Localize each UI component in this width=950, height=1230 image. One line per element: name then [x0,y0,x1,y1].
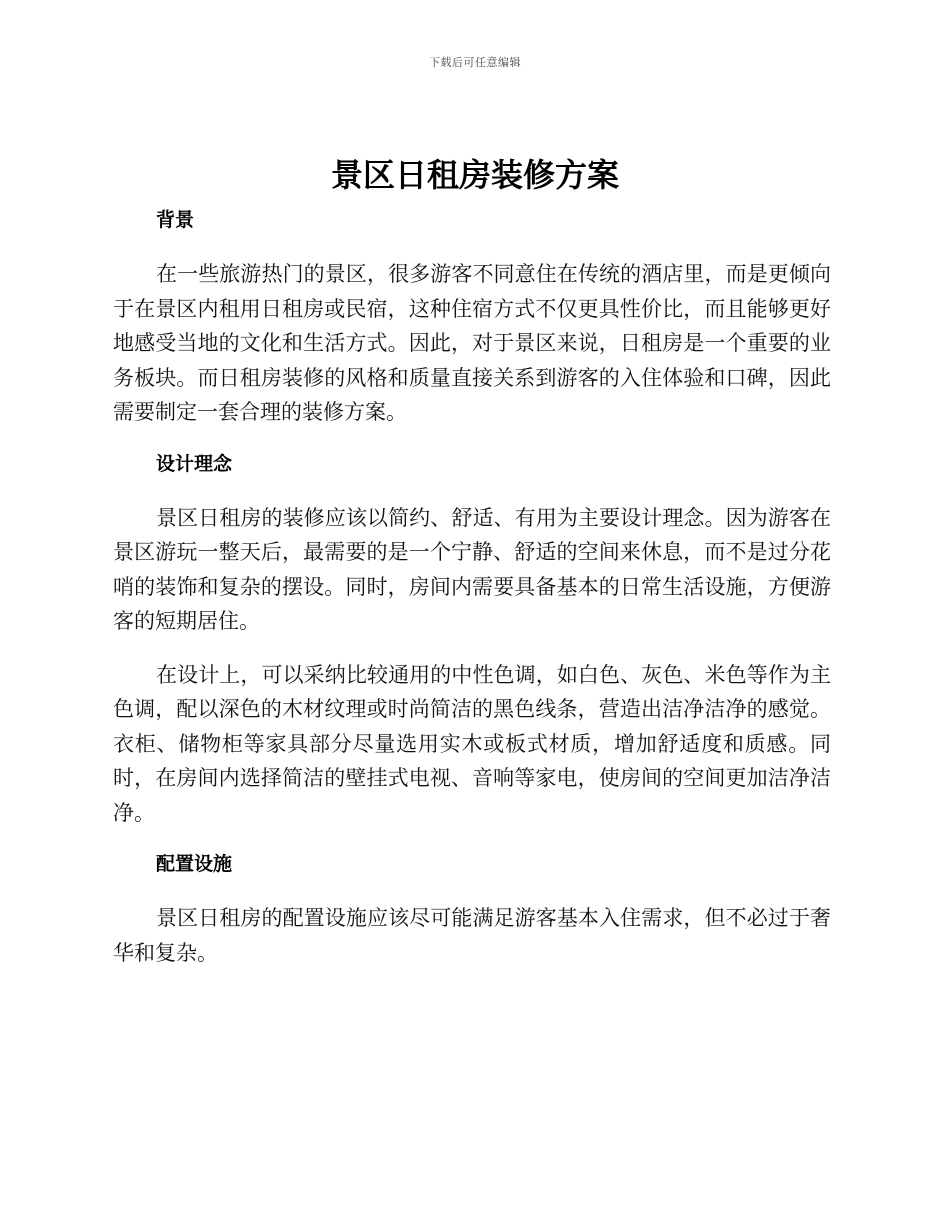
section-heading-facilities: 配置设施 [156,853,233,875]
paragraph: 在一些旅游热门的景区，很多游客不同意住在传统的酒店里，而是更倾向于在景区内租用日租房或民宿，这种住宿方式不仅更具性价比，而且能够更好地感受当地的文化和生活方式。因此，对于景区来说，日租房是一个重要的业务板块。而日租房装修的风格和质量直接关系到游客的入住体验和口碑，因此需要制定一套合理的装修方案。 [113,262,831,424]
section-heading-background: 背景 [156,209,195,231]
paragraph: 在设计上，可以采纳比较通用的中性色调，如白色、灰色、米色等作为主色调，配以深色的木材纹理或时尚简洁的黑色线条，营造出洁净洁净的感觉。衣柜、储物柜等家具部分尽量选用实木或板式材质，增加舒适度和质感。同时，在房间内选择简洁的壁挂式电视、音响等家电，使房间的空间更加洁净洁净。 [113,662,831,825]
document-title: 景区日租房装修方案 [330,156,619,194]
section-design-concept [113,449,831,831]
section-facilities [113,849,831,970]
document-body [113,205,831,989]
section-heading-design-concept: 设计理念 [156,452,233,475]
page-header-note: 下载后可任意编辑 [429,56,521,69]
section-background [113,205,831,430]
paragraph: 景区日租房的配置设施应该尽可能满足游客基本入住需求，但不必过于奢华和复杂。 [113,906,831,965]
paragraph: 景区日租房的装修应该以简约、舒适、有用为主要设计理念。因为游客在景区游玩一整天后，最需要的是一个宁静、舒适的空间来休息，而不是过分花哨的装饰和复杂的摆设。同时，房间内需要具备基本的日常生活设施，方便游客的短期居住。 [113,505,831,633]
